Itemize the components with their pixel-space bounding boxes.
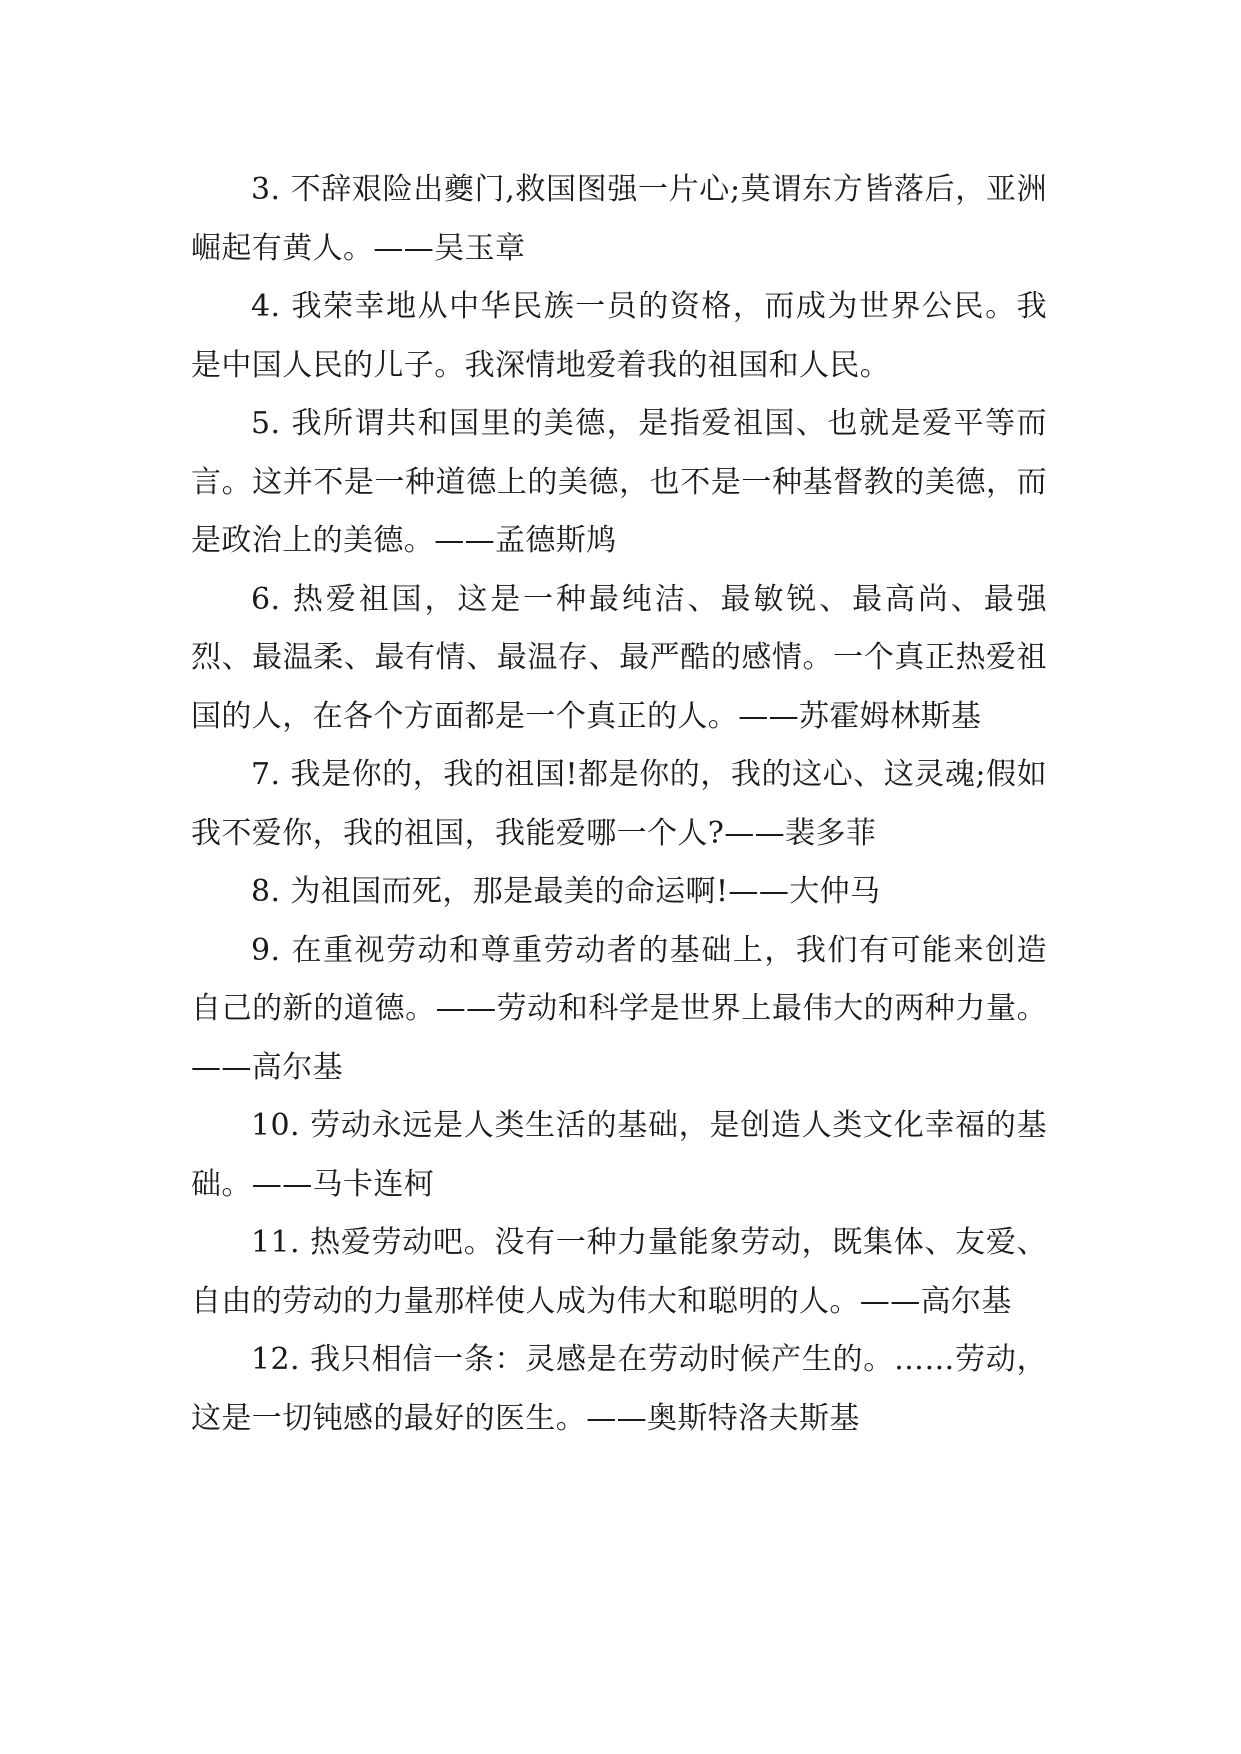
- quote-paragraph-5: 5. 我所谓共和国里的美德，是指爱祖国、也就是爱平等而言。这并不是一种道德上的美德，也不是一种基督教的美德，而是政治上的美德。——孟德斯鸠: [191, 406, 1047, 558]
- quote-paragraph-3: 3. 不辞艰险出夔门,救国图强一片心;莫谓东方皆落后，亚洲崛起有黄人。——吴玉章: [191, 172, 1047, 266]
- quote-paragraph-12: 12. 我只相信一条：灵感是在劳动时候产生的。……劳动，这是一切钝感的最好的医生。——奥斯特洛夫斯基: [191, 1342, 1047, 1436]
- quote-paragraph-11: 11. 热爱劳动吧。没有一种力量能象劳动，既集体、友爱、自由的劳动的力量那样使人成为伟大和聪明的人。——高尔基: [191, 1225, 1047, 1319]
- quote-paragraph-9: 9. 在重视劳动和尊重劳动者的基础上，我们有可能来创造自己的新的道德。——劳动和科学是世界上最伟大的两种力量。——高尔基: [191, 932, 1047, 1085]
- quote-paragraph-8: 8. 为祖国而死，那是最美的命运啊!——大仲马: [251, 874, 881, 909]
- quote-paragraph-6: 6. 热爱祖国，这是一种最纯洁、最敏锐、最高尚、最强烈、最温柔、最有情、最温存、最严酷的感情。一个真正热爱祖国的人，在各个方面都是一个真正的人。——苏霍姆林斯基: [191, 581, 1047, 734]
- document-body: [191, 161, 1047, 1448]
- quote-paragraph-4: 4. 我荣幸地从中华民族一员的资格，而成为世界公民。我是中国人民的儿子。我深情地爱着我的祖国和人民。: [191, 289, 1047, 383]
- quote-paragraph-10: 10. 劳动永远是人类生活的基础，是创造人类文化幸福的基础。——马卡连柯: [191, 1108, 1047, 1202]
- quote-paragraph-7: 7. 我是你的，我的祖国!都是你的，我的这心、这灵魂;假如我不爱你，我的祖国，我能爱哪一个人?——裴多菲: [191, 757, 1047, 851]
